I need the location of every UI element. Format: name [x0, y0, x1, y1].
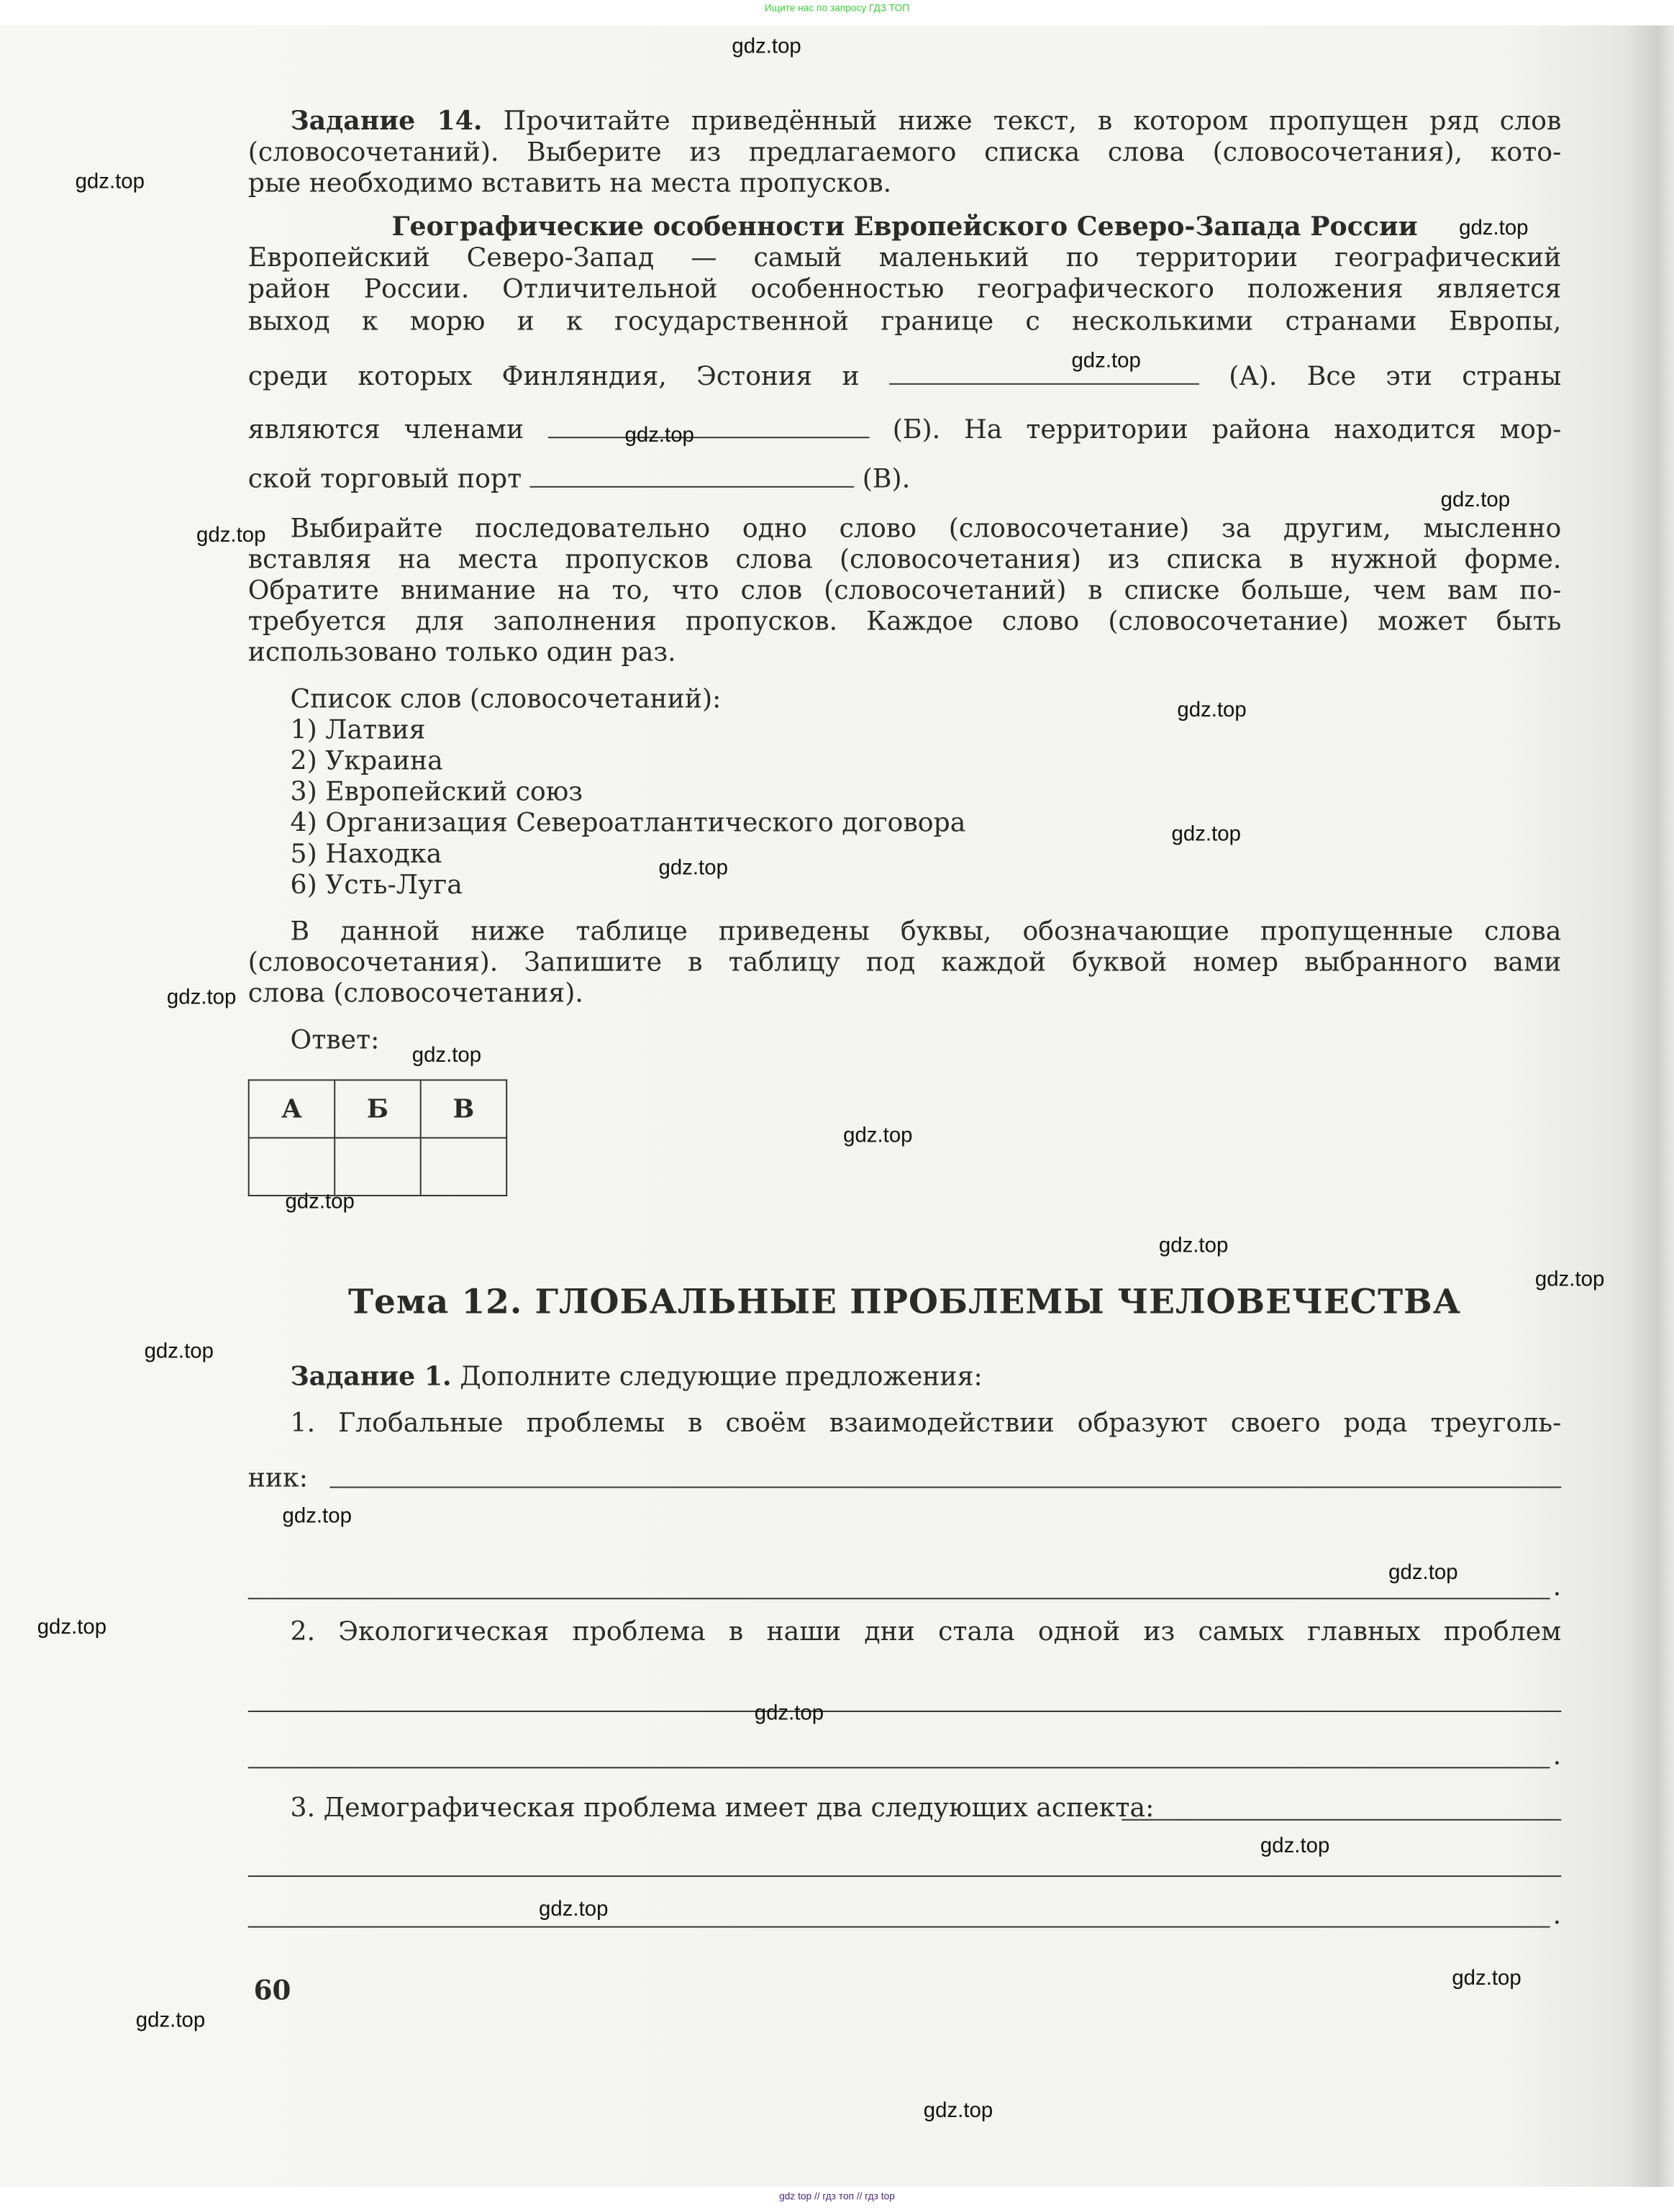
watermark-text: gdz.top: [1459, 216, 1529, 240]
list-item: 3) Европейский союз: [290, 778, 583, 808]
list-item: 1) Латвия: [290, 716, 426, 746]
watermark-text: gdz.top: [754, 1701, 824, 1726]
task14-label: Задание 14.: [290, 106, 483, 137]
watermark-text: gdz.top: [37, 1615, 107, 1640]
task14-line: (словосочетаний). Выберите из предлагаемого списка слова (словосочетания), кото-: [247, 137, 1562, 168]
top-banner: [0, 0, 1674, 25]
watermark-text: gdz.top: [658, 855, 728, 880]
list-title: Список слов (словосочетаний):: [290, 684, 722, 715]
instruction-line: использовано только один раз.: [247, 638, 676, 668]
answer-header-v: В: [421, 1080, 506, 1137]
topic-heading: Тема 12. ГЛОБАЛЬНЫЕ ПРОБЛЕМЫ ЧЕЛОВЕЧЕСТВА: [348, 1280, 1462, 1322]
question-3: 3. Демографическая проблема имеет два следующих аспекта:: [290, 1793, 1155, 1824]
task1-intro: Дополните следующие предложения:: [460, 1362, 983, 1393]
task14-line: рые необходимо вставить на места пропусков.: [247, 169, 892, 199]
task14-intro: Прочитайте приведённый ниже текст, в котором пропущен ряд слов: [503, 106, 1562, 137]
answer-line-2b[interactable]: [248, 1767, 1550, 1768]
watermark-text: gdz.top: [144, 1339, 214, 1364]
watermark-text: gdz.top: [166, 986, 237, 1010]
answer-cell-b[interactable]: [335, 1138, 420, 1196]
text: (А). Все эти страны: [1229, 362, 1562, 392]
text: (В).: [862, 465, 911, 495]
watermark-text: gdz.top: [732, 34, 801, 59]
instruction-line: Обратите внимание на то, что слов (словосочетаний) в списке больше, чем вам по-: [247, 576, 1562, 606]
watermark-text: gdz.top: [843, 1124, 913, 1148]
task1-heading: [291, 1362, 1562, 1393]
instruction-line: Выбирайте последовательно одно слово (словосочетание) за другим, мысленно: [290, 514, 1562, 545]
text: ской торговый порт: [247, 465, 522, 495]
question-2: 2. Экологическая проблема в наши дни стала одной из самых главных проблем: [290, 1617, 1562, 1647]
question-1-cont: ник:: [247, 1464, 308, 1494]
watermark-text: gdz.top: [1260, 1834, 1330, 1858]
note-line: (словосочетания). Запишите в таблицу под каждой буквой номер выбранного вами: [247, 948, 1562, 978]
text-line: выход к морю и к государственной границе с несколькими странами Европы,: [247, 307, 1562, 337]
answer-line-2a[interactable]: [248, 1711, 1562, 1712]
list-item: 4) Организация Североатлантического договора: [290, 809, 966, 839]
watermark-text: gdz.top: [1177, 698, 1247, 722]
watermark-text: gdz.top: [282, 1504, 352, 1529]
list-item: 6) Усть-Луга: [290, 870, 463, 901]
blank-b[interactable]: [547, 414, 869, 438]
watermark-text: gdz.top: [1158, 1233, 1229, 1258]
text: являются членами: [247, 415, 524, 445]
answer-cell-a[interactable]: [249, 1138, 335, 1196]
period: .: [1552, 1572, 1562, 1603]
note-line: слова (словосочетания).: [247, 979, 583, 1009]
answer-line-1b[interactable]: [248, 1598, 1550, 1599]
text-line-c: [248, 463, 1562, 494]
text-line: район России. Отличительной особенностью географического положения является: [247, 274, 1562, 305]
footer-links: gdz top // гдз топ // гдз top: [779, 2192, 895, 2203]
text-line: Европейский Северо-Запад — самый маленький по территории географический: [247, 243, 1562, 274]
watermark-text: gdz.top: [539, 1897, 609, 1921]
blank-a[interactable]: [889, 360, 1199, 384]
watermark-text: gdz.top: [1452, 1966, 1521, 1990]
list-item: 2) Украина: [290, 747, 443, 777]
period: .: [1552, 1742, 1562, 1772]
search-hint: Ищите нас по запросу ГДЗ ТОП: [764, 4, 910, 14]
watermark-text: gdz.top: [285, 1190, 355, 1214]
answer-table: [248, 1079, 507, 1196]
text-line-b: [248, 414, 1562, 445]
task14-line: [291, 107, 1562, 138]
answer-label: Ответ:: [290, 1026, 380, 1056]
blank-c[interactable]: [530, 463, 855, 487]
text: (Б). На территории района находится мор-: [892, 415, 1562, 445]
page-number: 60: [253, 1975, 291, 2007]
answer-cell-v[interactable]: [421, 1138, 506, 1196]
watermark-text: gdz.top: [411, 1043, 482, 1068]
text-title: Географические особенности Европейского Северо-Запада России: [391, 212, 1418, 242]
task1-label: Задание 1.: [290, 1362, 452, 1393]
watermark-text: gdz.top: [135, 2008, 206, 2033]
answer-line-3-inline[interactable]: [1122, 1819, 1561, 1821]
watermark-text: gdz.top: [1071, 348, 1141, 373]
answer-line-3b[interactable]: [248, 1926, 1550, 1928]
period: .: [1552, 1901, 1562, 1931]
text: среди которых Финляндия, Эстония и: [247, 362, 860, 392]
watermark-text: gdz.top: [1388, 1560, 1458, 1585]
note-line: В данной ниже таблице приведены буквы, обозначающие пропущенные слова: [290, 917, 1562, 947]
watermark-text: gdz.top: [1534, 1267, 1605, 1292]
instruction-line: вставляя на места пропусков слова (словосочетания) из списка в нужной форме.: [247, 545, 1562, 575]
watermark-text: gdz.top: [923, 2098, 993, 2123]
bottom-banner: [0, 2187, 1674, 2212]
watermark-text: gdz.top: [1440, 488, 1511, 513]
watermark-text: gdz.top: [624, 423, 694, 447]
answer-line-3a[interactable]: [248, 1875, 1562, 1877]
watermark-text: gdz.top: [75, 170, 145, 194]
answer-line-1a[interactable]: [329, 1487, 1561, 1488]
watermark-text: gdz.top: [1171, 821, 1241, 847]
watermark-text: gdz.top: [196, 523, 266, 547]
answer-header-a: А: [249, 1080, 335, 1137]
text-line-a: [248, 360, 1562, 391]
list-item: 5) Находка: [290, 839, 442, 870]
question-1: 1. Глобальные проблемы в своём взаимодействии образуют своего рода треуголь-: [290, 1408, 1562, 1439]
answer-header-b: Б: [335, 1080, 420, 1137]
instruction-line: требуется для заполнения пропусков. Каждое слово (словосочетание) может быть: [247, 607, 1562, 637]
